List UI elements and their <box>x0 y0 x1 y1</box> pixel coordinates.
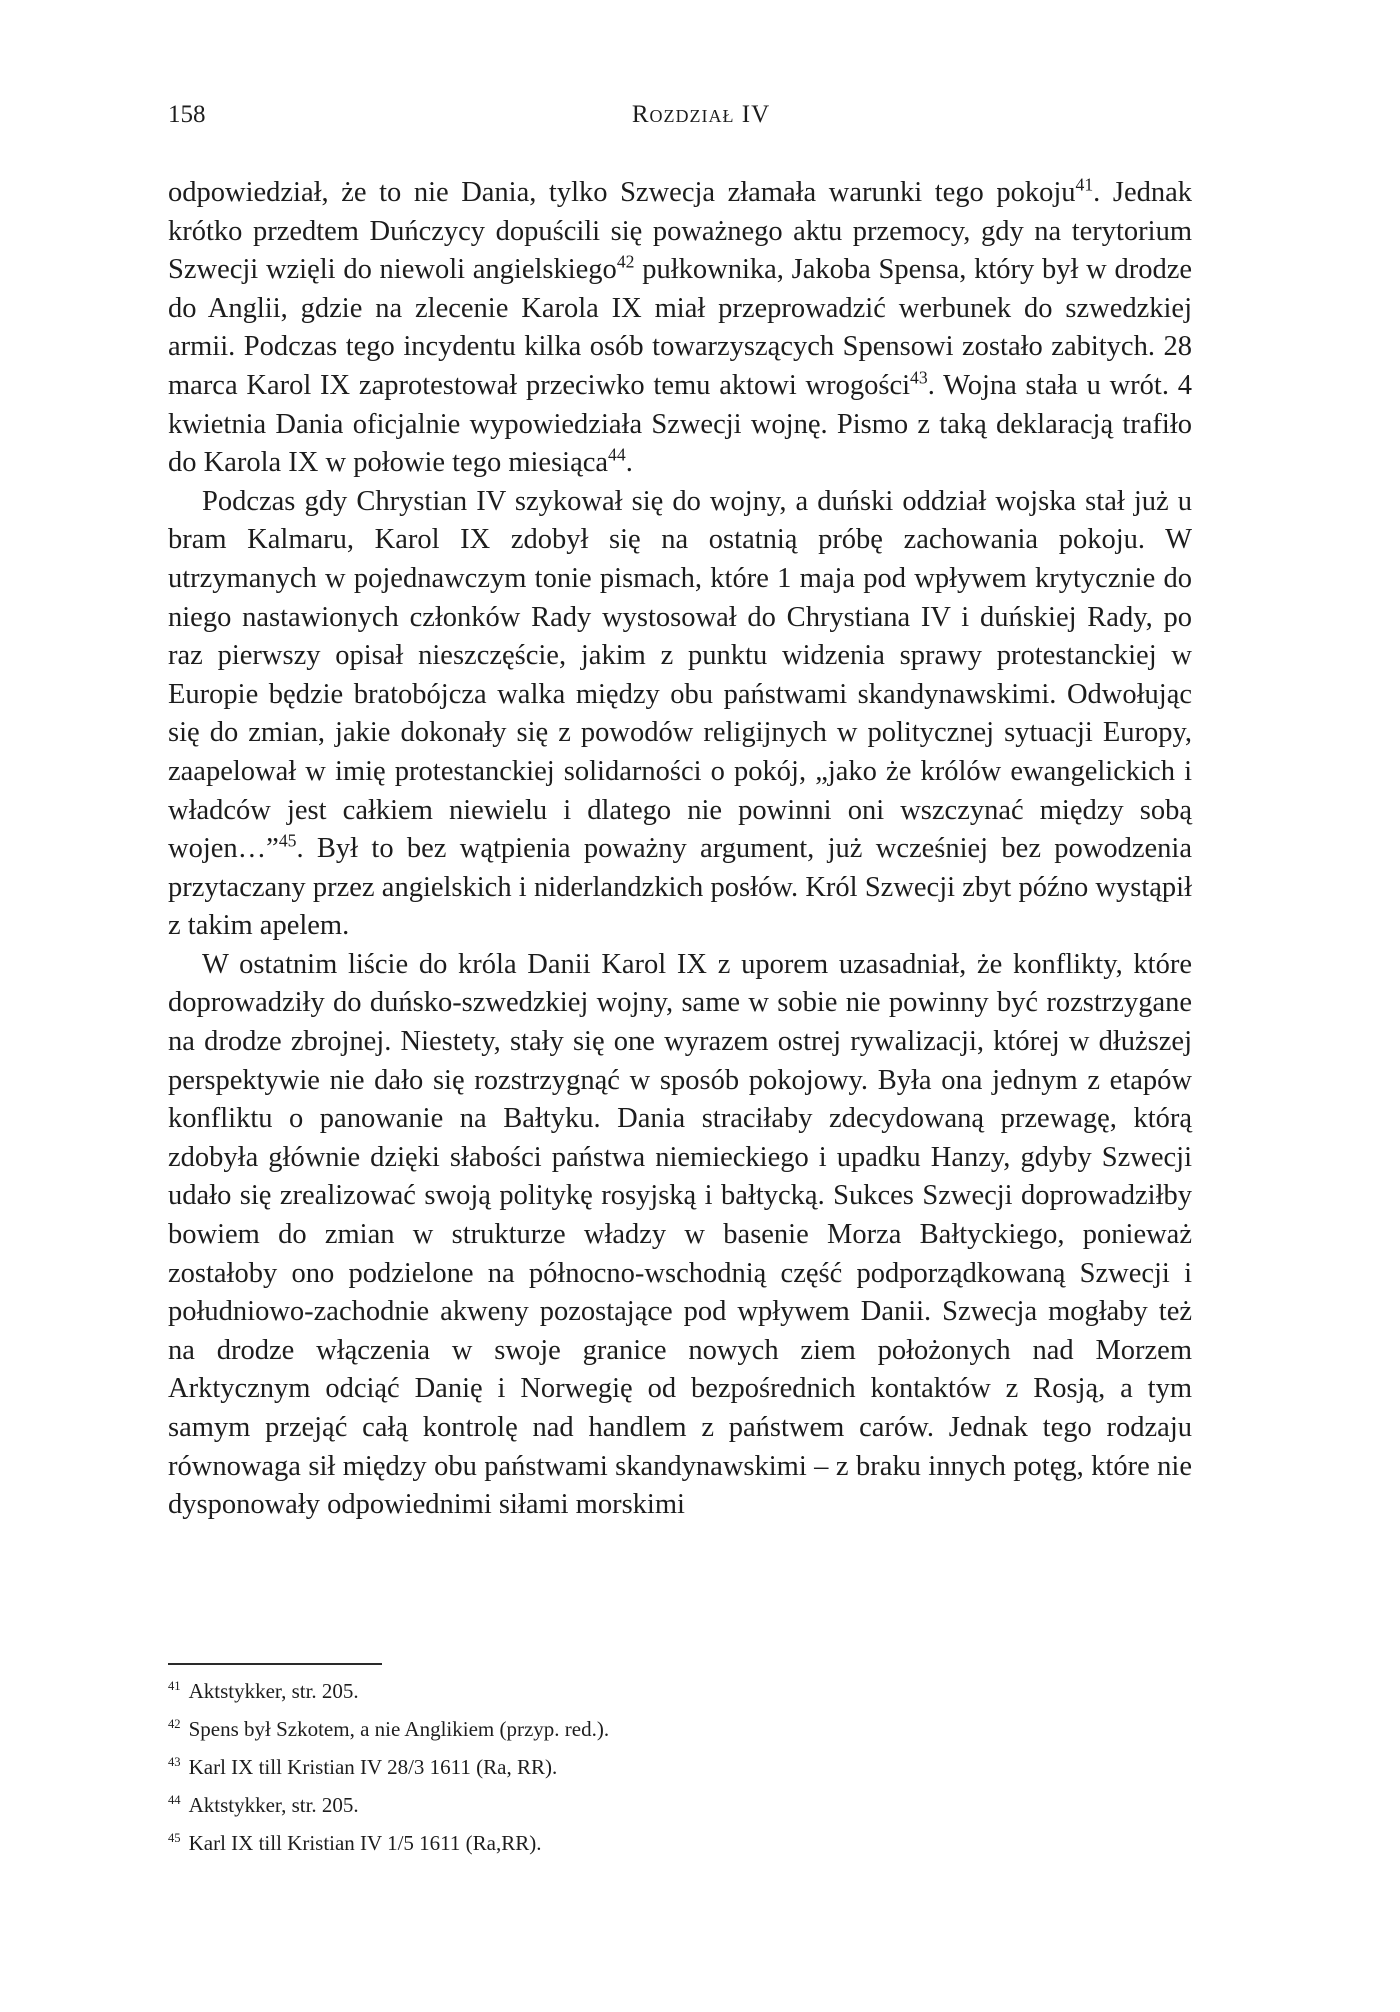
footnote-text: Spens był Szkotem, a nie Anglikiem (przyp. red.). <box>188 1717 610 1741</box>
running-head: Rozdział IV <box>631 101 771 128</box>
page-number: 158 <box>168 101 206 128</box>
footnote-ref-42: 42 <box>616 251 635 272</box>
footnote-text: Aktstykker, str. 205. <box>188 1793 359 1817</box>
footnote-text: Karl IX till Kristian IV 28/3 1611 (Ra, RR). <box>188 1755 558 1779</box>
footnote <box>168 1710 1192 1748</box>
paragraph-2 <box>168 483 1192 946</box>
footnote-number: 45 <box>168 1831 181 1845</box>
footnote-ref-43: 43 <box>910 367 928 388</box>
text-run: . <box>625 447 633 479</box>
footnote <box>168 1824 1192 1862</box>
text-run: . Jednak krótko przedtem Duńczycy dopuścili się poważnego aktu przemocy, gdy na terytorium Szwecji wzięli do niewoli angielskiego <box>168 177 1192 286</box>
footnote-ref-45: 45 <box>278 830 297 851</box>
footnote-ref-44: 44 <box>608 444 626 465</box>
footnote-divider <box>168 1663 382 1665</box>
footnote-ref-41: 41 <box>1075 174 1094 195</box>
footnote-number: 42 <box>168 1717 181 1731</box>
paragraph-3 <box>168 946 1192 1525</box>
footnotes <box>168 1672 1192 1862</box>
main-text <box>168 174 1192 1525</box>
text-run: pułkownika, Jakoba Spensa, który był w drodze do Anglii, gdzie na zlecenie Karola IX miał przeprowadzić werbunek do szwedzkiej armii. Podczas tego incydentu kilka osób towarzyszących Spensowi zostało zabitych. 28 marca Karol IX zaprotestował przeciwko temu aktowi wrogości <box>168 254 1192 401</box>
footnote-number: 44 <box>168 1793 181 1807</box>
page-header <box>168 101 1234 141</box>
text-run: . Był to bez wątpienia poważny argument, już wcześniej bez powodzenia przytaczany przez angielskich i niderlandzkich posłów. Król Szwecji zbyt późno wystąpił z takim apelem. <box>168 833 1192 942</box>
text-run: Podczas gdy Chrystian IV szykował się do wojny, a duński oddział wojska stał już u bram Kalmaru, Karol IX zdobył się na ostatnią próbę zachowania pokoju. W utrzymanych w pojednawczym tonie pismach, które 1 maja pod wpływem krytycznie do niego nastawionych członków Rady wystosował do Chrystiana IV i duńskiej Rady, po raz pierwszy opisał nieszczęście, jakim z punktu widzenia sprawy protestanckiej w Europie będzie bratobójcza walka między obu państwami skandynawskimi. Odwołując się do zmian, jakie dokonały się z powodów religijnych w politycznej sytuacji Europy, zaapelował w imię protestanckiej solidarności o pokój, „jako że królów ewangelickich i władców jest całkiem niewielu i dlatego nie powinni oni wszczynać między sobą wojen…” <box>168 485 1192 865</box>
footnote-number: 43 <box>168 1755 181 1769</box>
text-run: W ostatnim liście do króla Danii Karol IX z uporem uzasadniał, że konflikty, które doprowadziły do duńsko-szwedzkiej wojny, same w sobie nie powinny być rozstrzygane na drodze zbrojnej. Niestety, stały się one wyrazem ostrej rywalizacji, której w dłuższej perspektywie nie dało się rozstrzygnąć w sposób pokojowy. Była ona jednym z etapów konfliktu o panowanie na Bałtyku. Dania straciłaby zdecydowaną przewagę, którą zdobyła głównie dzięki słabości państwa niemieckiego i upadku Hanzy, gdyby Szwecji udało się zrealizować swoją politykę rosyjską i bałtycką. Sukces Szwecji doprowadziłby bowiem do zmian w strukturze władzy w basenie Morza Bałtyckiego, ponieważ zostałoby ono podzielone na północno-wschodnią część podporządkowaną Szwecji i południowo-zachodnie akweny pozostające pod wpływem Danii. Szwecja mogłaby też na drodze włączenia w swoje granice nowych ziem położonych nad Morzem Arktycznym odciąć Danię i Norwegię od bezpośrednich kontaktów z Rosją, a tym samym przejąć całą kontrolę nad handlem z państwem carów. Jednak tego rodzaju równowaga sił między obu państwami skandynawskimi – z braku innych potęg, które nie dysponowały odpowiednimi siłami morskimi <box>168 948 1192 1521</box>
text-run: odpowiedział, że to nie Dania, tylko Szwecja złamała warunki tego pokoju <box>168 177 1076 208</box>
footnote-text: Karl IX till Kristian IV 1/5 1611 (Ra,RR). <box>188 1831 542 1855</box>
footnote-text: Aktstykker, str. 205. <box>188 1679 359 1703</box>
footnote <box>168 1748 1192 1786</box>
footnote <box>168 1786 1192 1824</box>
paragraph-1 <box>168 174 1192 483</box>
footnote-number: 41 <box>168 1679 181 1693</box>
text-run: . Wojna stała u wrót. 4 kwietnia Dania oficjalnie wypowiedziała Szwecji wojnę. Pismo z taką deklaracją trafiło do Karola IX w połowie tego miesiąca <box>168 369 1192 479</box>
footnote <box>168 1672 1192 1710</box>
